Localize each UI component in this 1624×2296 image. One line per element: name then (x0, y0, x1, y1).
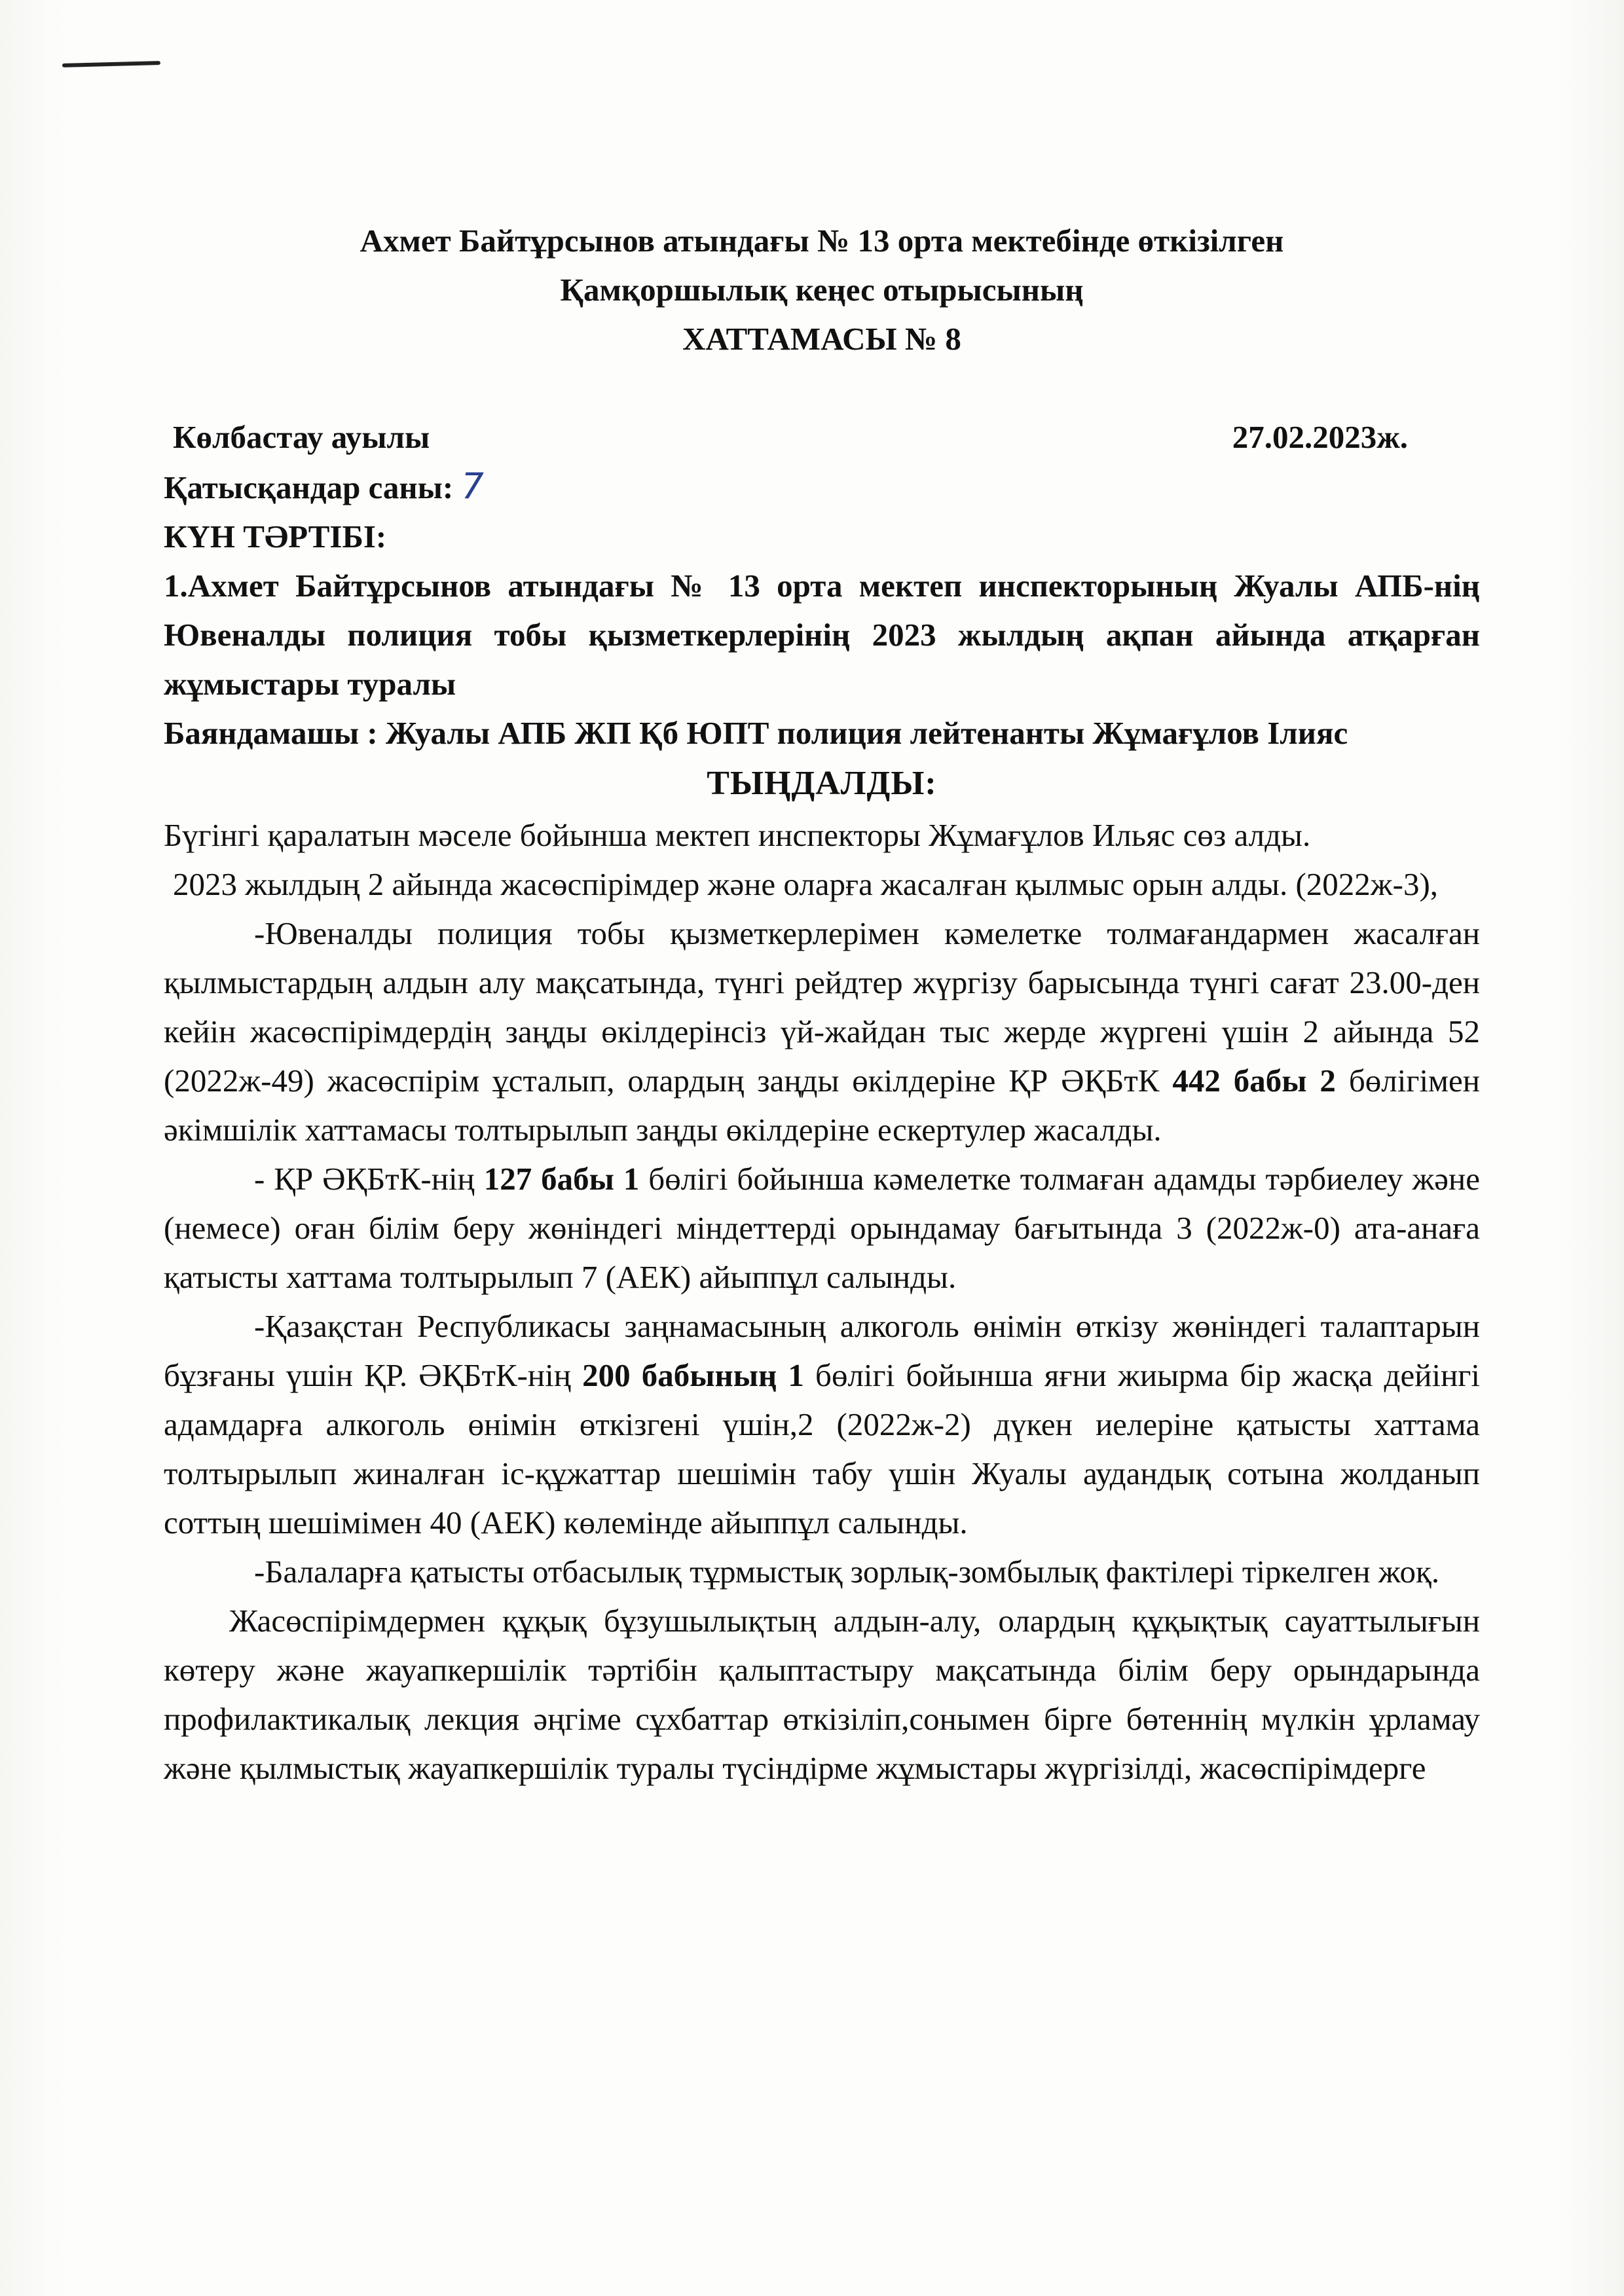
paragraph-5-article: 200 бабының 1 (582, 1357, 804, 1393)
paragraph-4-article: 127 бабы 1 (483, 1161, 640, 1197)
paragraph-6: -Балаларға қатысты отбасылық тұрмыстық зорлық-зомбылық фактілері тіркелген жоқ. (254, 1554, 1440, 1590)
paragraph-4-text-b: бөлігі бойынша кәмелетке толмаған адамды тәрбиелеу және (немесе) оған білім беру жөніндегі міндеттерді орындамау бағытында 3 (2022ж-0) ата-анаға қатысты хаттама толтырылып 7 (АЕК) айыппұл салынды. (164, 1161, 1481, 1295)
paragraph-1: Бүгінгі қаралатын мәселе бойынша мектеп инспекторы Жұмағұлов Ильяс сөз алды. (164, 817, 1311, 853)
place-date-row (164, 412, 1480, 462)
meeting-date: 27.02.2023ж. (1232, 419, 1408, 455)
header-line-1: Ахмет Байтұрсынов атындағы № 13 орта мектебінде өткізілген (360, 223, 1284, 259)
margin-pen-mark (62, 61, 160, 67)
paragraph-5 (164, 1302, 1480, 1547)
heard-heading: ТЫҢДАЛДЫ: (707, 765, 937, 802)
protocol-number: ХАТТАМАСЫ № 8 (682, 321, 961, 357)
paragraph-7: Жасөспірімдермен құқық бұзушылықтың алдын-алу, олардың құқықтық сауаттылығын көтеру және жауапкершілік тәртібін қалыптастыру мақсатында білім беру орындарында профилактикалық лекция әңгіме сұхбаттар өткізіліп,сонымен бірге бөтеннің мүлкін ұрламау және қылмыстық жауапкершілік туралы түсіндірме жұмыстары жүргізілді, жасөспірімдерге (164, 1603, 1480, 1786)
meeting-place: Көлбастау ауылы (173, 419, 430, 455)
agenda-label: КҮН ТӘРТІБІ: (164, 519, 387, 555)
attendance-row (164, 462, 1480, 512)
header-line-2: Қамқоршылық кеңес отырысының (560, 272, 1084, 308)
paragraph-3-text-a: -Ювеналды полиция тобы қызметкерлерімен кәмелетке толмағандармен жасалған қылмыстардың алдын алу мақсатында, түнгі рейдтер жүргізу барысында түнгі сағат 23.00-ден кейін жасөспірімдердің заңды өкілдерінсіз үй-жайдан тыс жерде жүргені үшін 2 айында 52 (2022ж-49) жасөспірім ұсталып, олардың заңды өкілдеріне ҚР ӘҚБтК (164, 915, 1480, 1099)
speaker-line: Баяндамашы : Жуалы АПБ ЖП Қб ЮПТ полиция лейтенанты Жұмағұлов Ілияс (164, 715, 1348, 751)
paragraph-3-article: 442 бабы 2 (1172, 1063, 1336, 1099)
paragraph-2: 2023 жылдың 2 айында жасөспірімдер және оларға жасалған қылмыс орын алды. (2022ж-3), (173, 866, 1439, 902)
document-body (164, 216, 1480, 1793)
paragraph-4 (164, 1154, 1480, 1302)
paragraph-5-text-b: бөлігі бойынша яғни жиырма бір жасқа дейінгі адамдарға алкоголь өнімін өткізгені үшін,2 (2022ж-2) дүкен иелеріне қатысты хаттама толтырылып жиналған іс-құжаттар шешімін табу үшін Жуалы аудандық сотына жолданып соттың шешімімен 40 (АЕК) көлемінде айыппұл салынды. (164, 1357, 1481, 1540)
agenda-item-1: 1.Ахмет Байтұрсынов атындағы № 13 орта мектеп инспекторының Жуалы АПБ-нің Ювеналды полиция тобы қызметкерлерінің 2023 жылдың ақпан айында атқарған жұмыстары туралы (164, 568, 1480, 702)
paragraph-4-text-a: - ҚР ӘҚБтК-нің (254, 1161, 475, 1197)
attendance-value: 7 (461, 465, 484, 507)
paragraph-3 (164, 909, 1480, 1154)
attendance-label: Қатысқандар саны: (164, 469, 454, 505)
paragraph-5-text-a: -Қазақстан Республикасы заңнамасының алкоголь өнімін өткізу жөніндегі талаптарын бұзғаны үшін ҚР. ӘҚБтК-нің (164, 1308, 1480, 1393)
paragraph-3-text-b: бөлігімен әкімшілік хаттамасы толтырылып заңды өкілдеріне ескертулер жасалды. (164, 1063, 1481, 1148)
